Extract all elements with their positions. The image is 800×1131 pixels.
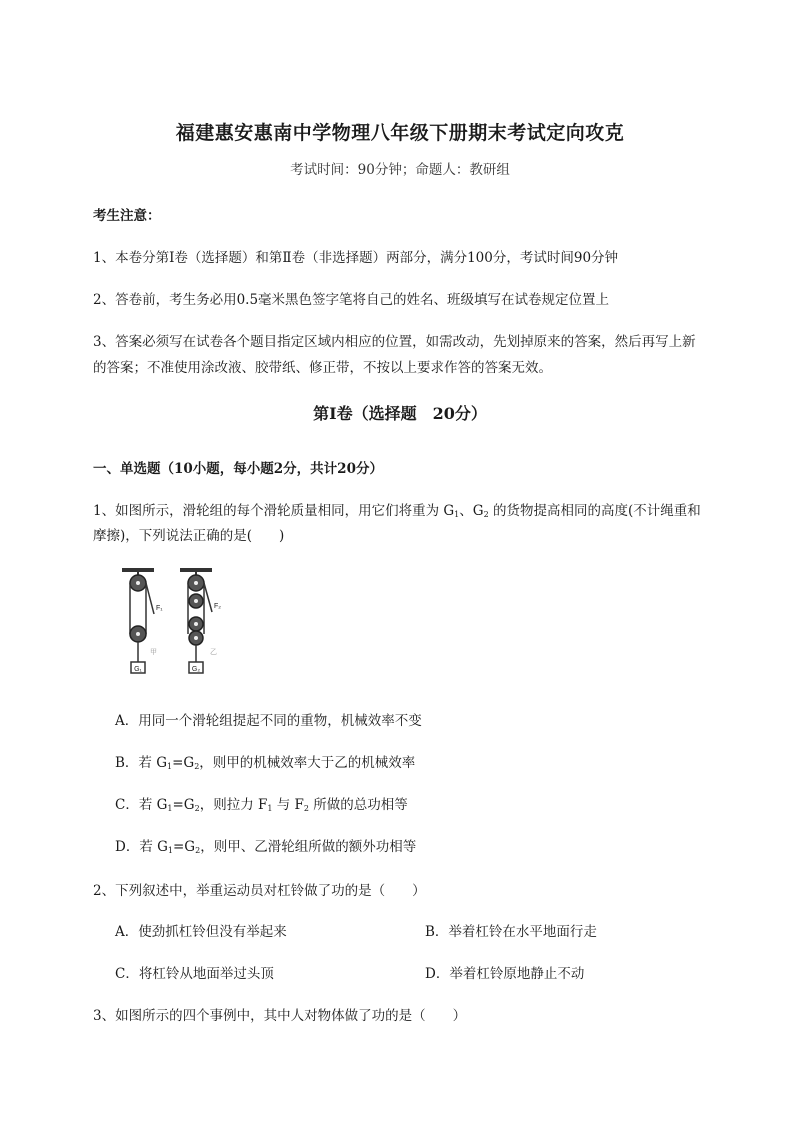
q1-option-d-text-2: =G [173, 839, 196, 855]
q1-option-c-text-1: C．若 G [115, 797, 168, 813]
q2-option-a: A．使劲抓杠铃但没有举起来 [115, 924, 287, 940]
q1-stem-sub-1: 1 [454, 510, 460, 519]
q2-option-d: D．举着杠铃原地静止不动 [425, 966, 585, 982]
q1-option-b-sub-2: 2 [194, 762, 200, 771]
q1-option-b [115, 751, 415, 771]
label-f2: F₂ [214, 603, 221, 610]
q1-option-b-text-3: ，则甲的机械效率大于乙的机械效率 [199, 755, 416, 771]
q1-stem-sub-2: 2 [483, 510, 489, 519]
q1-option-c-text-2: =G [172, 797, 195, 813]
q1-option-d [115, 835, 416, 855]
label-g2: G₂ [191, 666, 201, 673]
q1-option-c-text-4: 与 F [272, 797, 304, 813]
q1-stem-text-b: 、G [459, 503, 484, 519]
q1-option-c [115, 793, 408, 813]
ceiling-left [122, 568, 154, 572]
q1-option-c-sub-2: 2 [194, 804, 200, 813]
q2-option-b: B．举着杠铃在水平地面行走 [425, 924, 597, 940]
q2-option-c: C．将杠铃从地面举过头顶 [115, 966, 274, 982]
q1-option-c-sub-1: 1 [167, 804, 173, 813]
q1-option-a: A．用同一个滑轮组提起不同的重物，机械效率不变 [115, 713, 422, 729]
q1-option-d-sub-1: 1 [167, 846, 173, 855]
notice-heading: 考生注意： [93, 208, 161, 224]
question-2-stem: 2、下列叙述中，举重运动员对杠铃做了功的是（ ） [93, 883, 426, 899]
exam-subtitle: 考试时间：90分钟；命题人：教研组 [290, 162, 510, 178]
label-g1: G₁ [134, 666, 142, 673]
ceiling-right [180, 568, 212, 572]
exam-title: 福建惠安惠南中学物理八年级下册期末考试定向攻克 [175, 122, 625, 144]
label-jia: 甲 [150, 648, 157, 656]
notice-item-1: 1、本卷分第Ⅰ卷（选择题）和第Ⅱ卷（非选择题）两部分，满分100分，考试时间90分钟 [93, 250, 619, 266]
q1-option-b-sub-1: 1 [167, 762, 173, 771]
q1-option-c-text-5: 所做的总功相等 [309, 797, 408, 813]
question-1-stem-line-2: 摩擦)，下列说法正确的是( ) [93, 528, 285, 544]
q1-option-c-text-3: ，则拉力 F [199, 797, 268, 813]
question-1-stem-line-1 [93, 499, 701, 519]
q1-option-c-sub-4: 2 [303, 804, 310, 813]
pulley-figure [120, 566, 236, 682]
section-title: 第Ⅰ卷（选择题 20分） [313, 404, 487, 423]
q1-option-b-text-1: B．若 G [115, 755, 167, 771]
notice-item-3-line-2: 的答案；不准使用涂改液、胶带纸、修正带，不按以上要求作答的答案无效。 [93, 360, 552, 376]
question-3-stem: 3、如图所示的四个事例中，其中人对物体做了功的是（ ） [93, 1008, 467, 1024]
q1-stem-text-c: 的货物提高相同的高度(不计绳重和 [488, 503, 701, 519]
q1-option-c-sub-3: 1 [267, 804, 273, 813]
pulley-diagram [120, 566, 236, 682]
q1-option-b-text-2: =G [172, 755, 195, 771]
notice-item-3-line-1: 3、答案必须写在试卷各个题目指定区域内相应的位置，如需改动，先划掉原来的答案，然后再写上新 [93, 334, 696, 350]
notice-item-2: 2、答卷前，考生务必用0.5毫米黑色签字笔将自己的姓名、班级填写在试卷规定位置上 [93, 292, 610, 308]
label-yi: 乙 [210, 648, 217, 656]
label-f1: F₁ [156, 605, 163, 612]
q1-option-d-sub-2: 2 [195, 846, 201, 855]
q1-option-d-text-3: ，则甲、乙滑轮组所做的额外功相等 [200, 839, 417, 855]
q1-stem-text-a: 1、如图所示，滑轮组的每个滑轮质量相同，用它们将重为 G [93, 503, 455, 519]
q1-option-d-text-1: D．若 G [115, 839, 168, 855]
part-heading: 一、单选题（10小题，每小题2分，共计20分） [93, 461, 383, 477]
